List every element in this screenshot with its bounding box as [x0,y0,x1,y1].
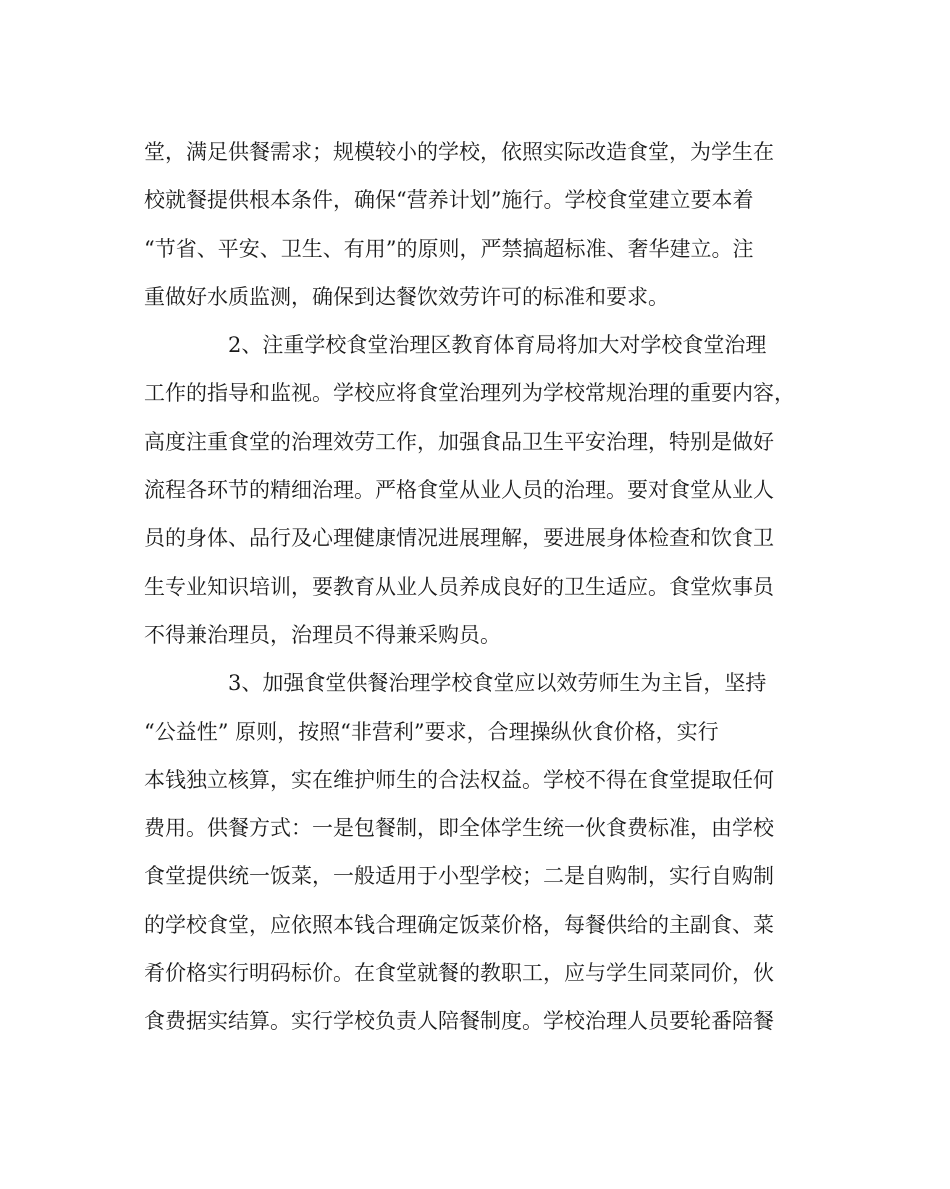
paragraph-line: 的学校食堂，应依照本钱合理确定饭菜价格，每餐供给的主副食、菜 [144,912,774,937]
paragraph-line: 生专业知识培训，要教育从业人员养成良好的卫生适应。食堂炊事员 [144,574,774,599]
paragraph-line: 流程各环节的精细治理。严格食堂从业人员的治理。要对食堂从业人 [144,478,774,503]
document-body [144,128,814,1046]
paragraph-line: 食堂提供统一饭菜，一般适用于小型学校；二是自购制，实行自购制 [144,864,774,889]
paragraph-line: 不得兼治理员，治理员不得兼采购员。 [144,622,501,647]
paragraph-line: 本钱独立核算，实在维护师生的合法权益。学校不得在食堂提取任何 [144,767,774,792]
paragraph-line: 食费据实结算。实行学校负责人陪餐制度。学校治理人员要轮番陪餐 [144,1009,774,1034]
section-heading-line: 3、加强食堂供餐治理学校食堂应以效劳师生为主旨，坚持 [228,671,767,696]
paragraph-line: 工作的指导和监视。学校应将食堂治理列为学校常规治理的重要内容， [144,381,795,406]
section-heading-line: 2、注重学校食堂治理区教育体育局将加大对学校食堂治理 [228,333,767,358]
paragraph-line: 堂，满足供餐需求；规模较小的学校，依照实际改造食堂，为学生在 [144,140,774,164]
paragraph-line: “节省、平安、卫生、有用”的原则，严禁搞超标准、奢华建立。注 [144,236,754,261]
paragraph-line: 肴价格实行明码标价。在食堂就餐的教职工，应与学生同菜同价，伙 [144,961,774,986]
paragraph-line: 校就餐提供根本条件，确保“营养计划”施行。学校食堂建立要本着 [144,188,754,213]
paragraph-line: 重做好水质监测，确保到达餐饮效劳许可的标准和要求。 [144,284,669,309]
paragraph-line: 费用。供餐方式：一是包餐制，即全体学生统一伙食费标准，由学校 [144,816,774,841]
paragraph-line: “公益性” 原则，按照“非营利”要求，合理操纵伙食价格，实行 [144,719,719,744]
paragraph-line: 高度注重食堂的治理效劳工作，加强食品卫生平安治理，特别是做好 [144,429,774,454]
paragraph-line: 员的身体、品行及心理健康情况进展理解，要进展身体检查和饮食卫 [144,526,774,551]
